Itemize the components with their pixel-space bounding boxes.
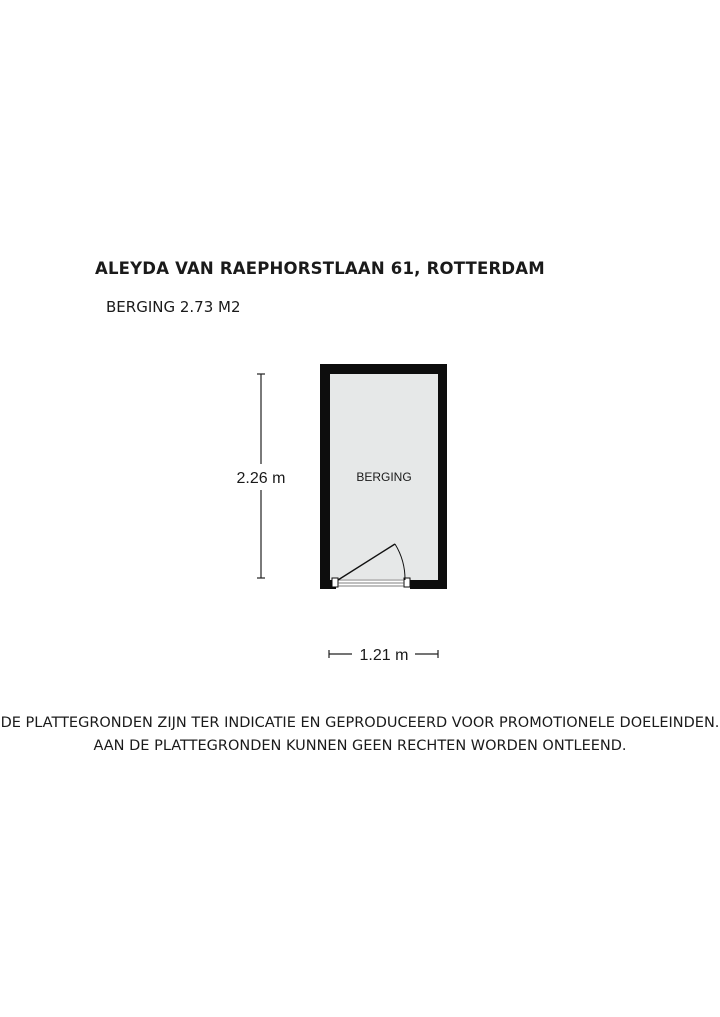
door-jamb-left — [332, 578, 338, 587]
dimension-height-label: 2.26 m — [236, 470, 286, 487]
address-title: ALEYDA VAN RAEPHORSTLAAN 61, ROTTERDAM — [95, 259, 545, 278]
area-summary: BERGING 2.73 M2 — [106, 298, 241, 316]
disclaimer-line-2: AAN DE PLATTEGRONDEN KUNNEN GEEN RECHTEN WORDEN ONTLEEND. — [93, 738, 627, 754]
disclaimer-line-1: DE PLATTEGRONDEN ZIJN TER INDICATIE EN GEPRODUCEERD VOOR PROMOTIONELE DOELEINDEN. — [0, 715, 720, 731]
door-opening — [336, 579, 410, 590]
room-label: BERGING — [356, 470, 412, 484]
dimension-width-label: 1.21 m — [359, 647, 409, 664]
